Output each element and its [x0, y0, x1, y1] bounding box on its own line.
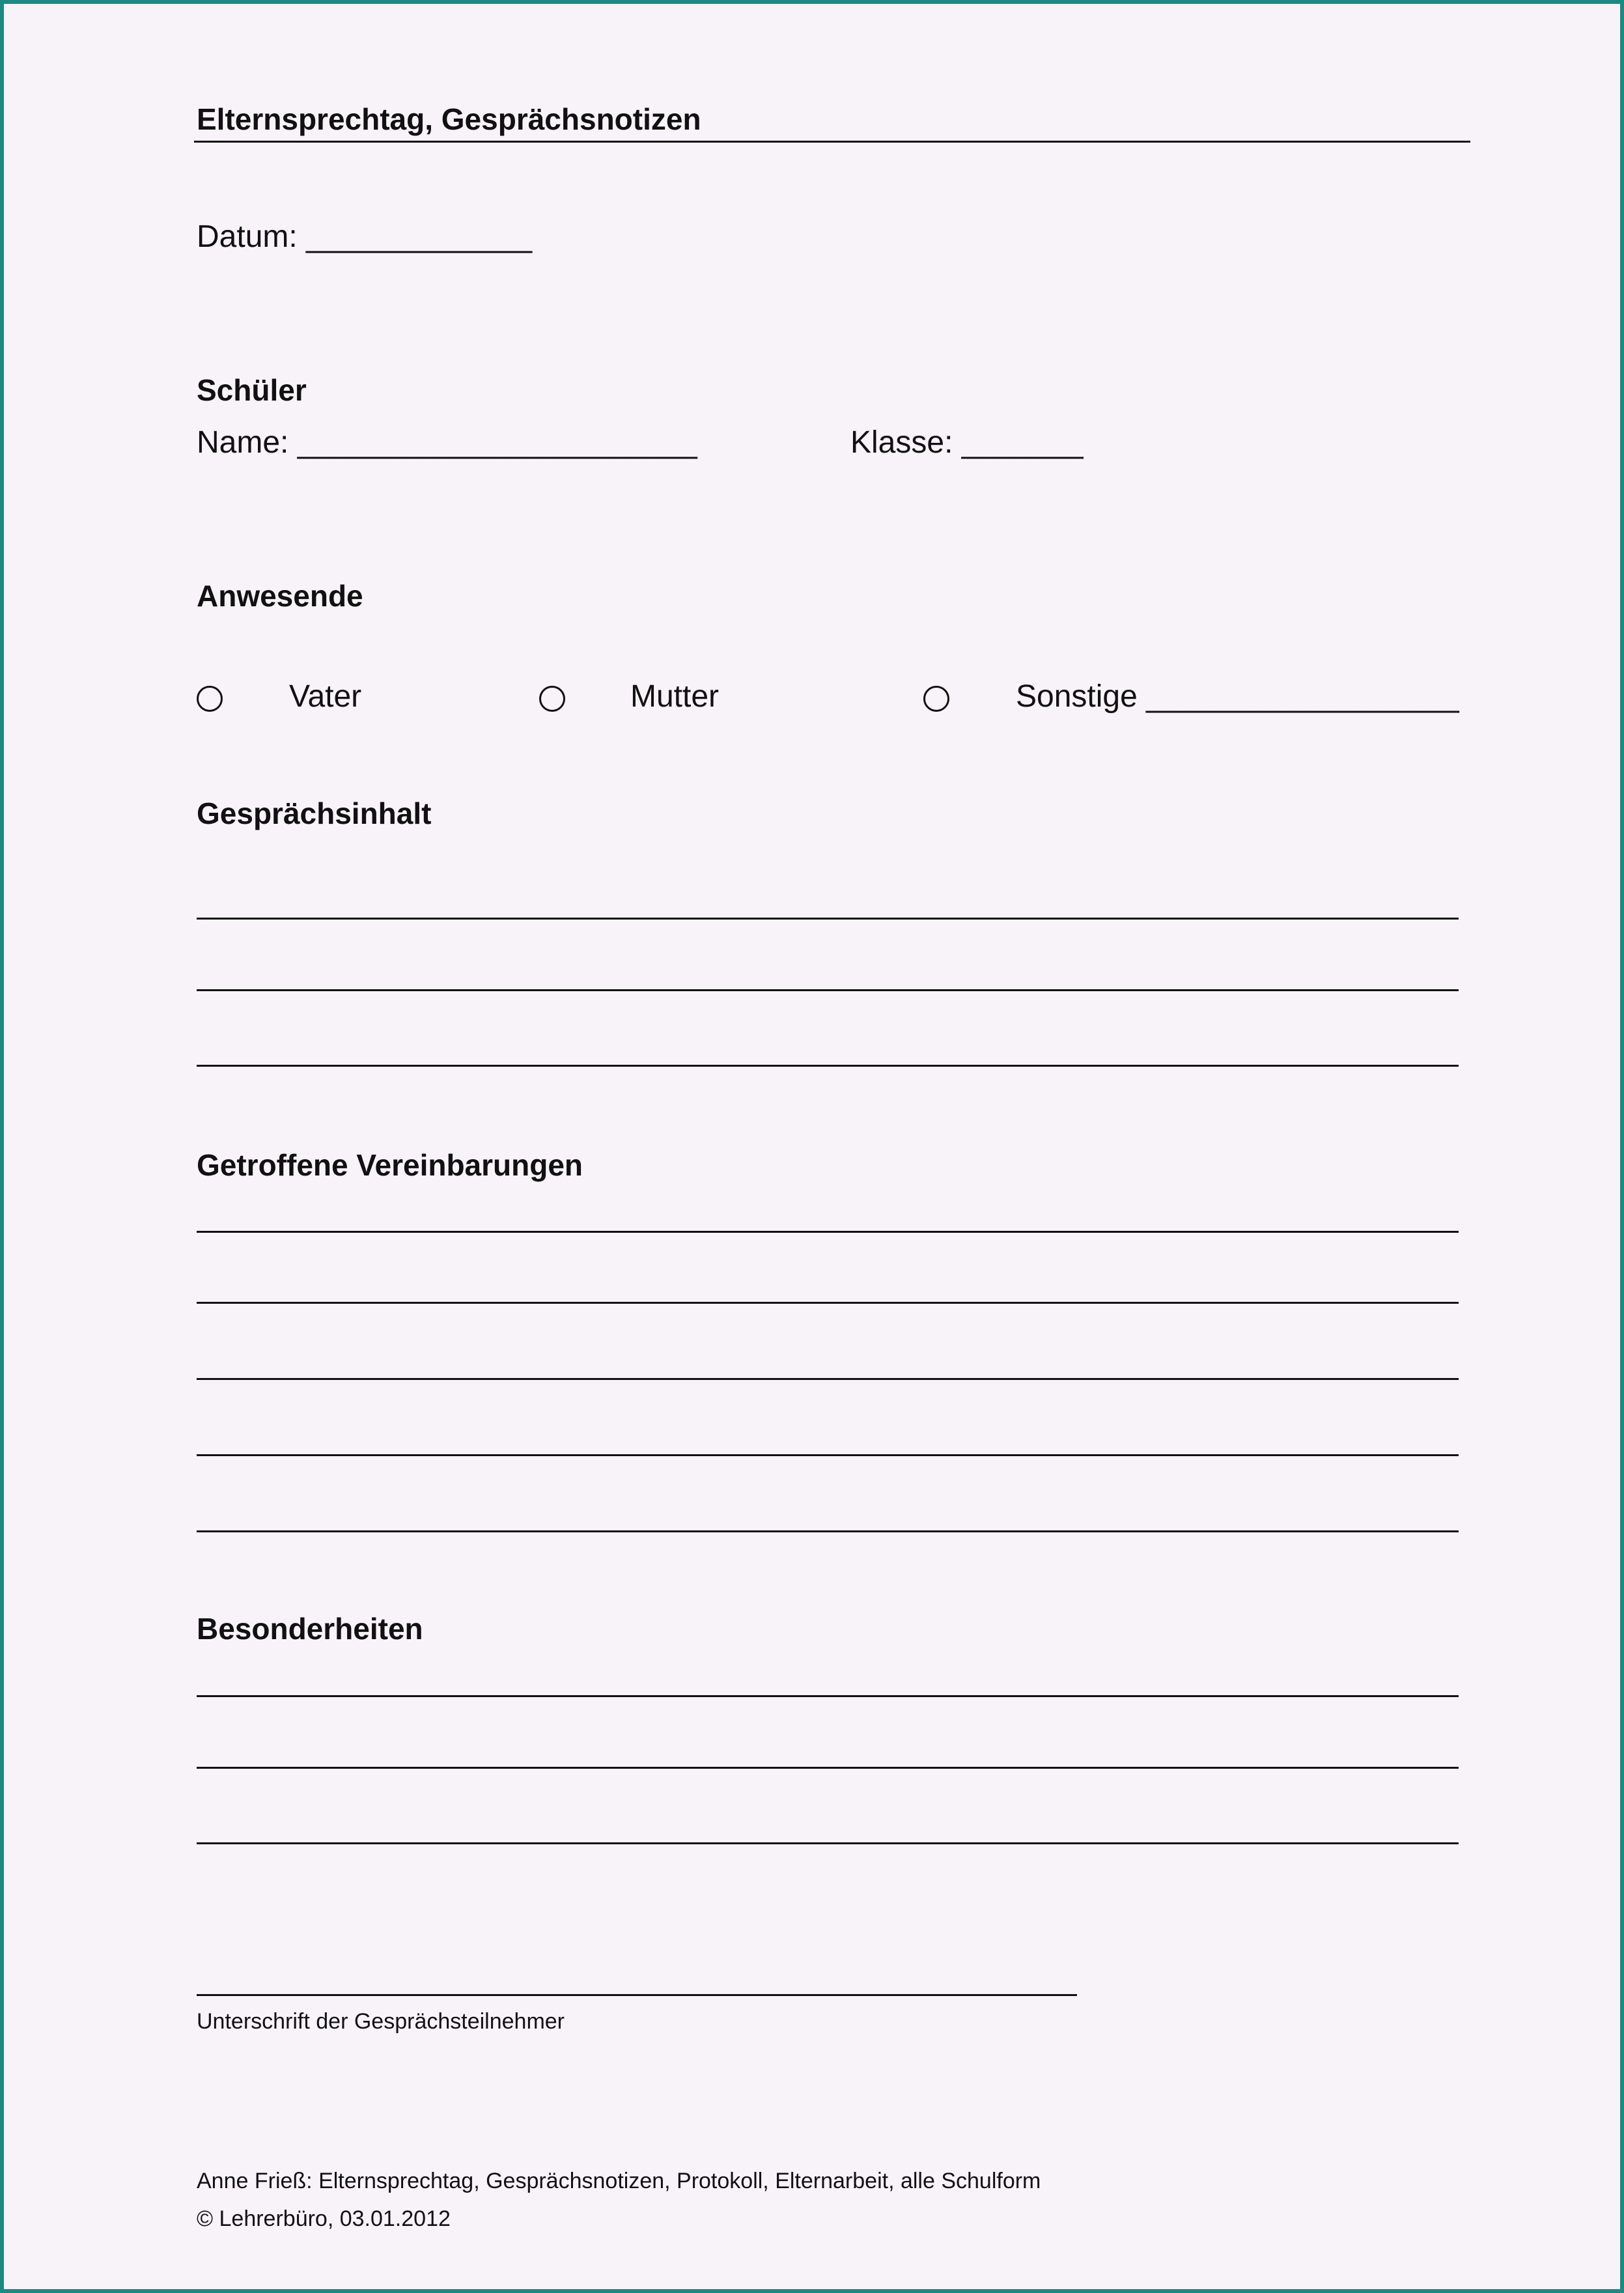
agreements-line-4[interactable] [197, 1454, 1459, 1456]
agreements-heading: Getroffene Vereinbarungen [197, 1148, 583, 1182]
special-line-1[interactable] [197, 1695, 1459, 1697]
signature-line[interactable] [197, 1994, 1077, 1996]
special-line-3[interactable] [197, 1842, 1459, 1844]
student-heading: Schüler [197, 373, 307, 407]
date-field-label[interactable]: Datum: _____________ [197, 219, 533, 254]
special-heading: Besonderheiten [197, 1612, 423, 1646]
content-line-1[interactable] [197, 918, 1459, 920]
student-class-field[interactable]: Klasse: _______ [850, 425, 1084, 460]
footer-source: Anne Frieß: Elternsprechtag, Gesprächsnotizen, Protokoll, Elternarbeit, alle Schulform [197, 2169, 1041, 2193]
content-heading: Gesprächsinhalt [197, 796, 432, 830]
agreements-line-5[interactable] [197, 1530, 1459, 1532]
option-mutter-label: Mutter [630, 679, 720, 714]
attendees-heading: Anwesende [197, 579, 363, 613]
page-title: Elternsprechtag, Gesprächsnotizen [197, 102, 701, 136]
radio-vater[interactable] [197, 686, 223, 712]
footer-copyright: © Lehrerbüro, 03.01.2012 [197, 2206, 451, 2231]
content-line-2[interactable] [197, 989, 1459, 991]
option-sonstige-label[interactable]: Sonstige __________________ [1016, 679, 1459, 714]
radio-mutter[interactable] [539, 686, 565, 712]
option-vater-label: Vater [289, 679, 362, 714]
title-underline [194, 141, 1470, 143]
special-line-2[interactable] [197, 1767, 1459, 1769]
agreements-line-3[interactable] [197, 1378, 1459, 1380]
student-name-field[interactable]: Name: _______________________ [197, 425, 697, 460]
agreements-line-1[interactable] [197, 1231, 1459, 1233]
signature-label: Unterschrift der Gesprächsteilnehmer [197, 2009, 565, 2034]
radio-sonstige[interactable] [923, 686, 949, 712]
content-line-3[interactable] [197, 1065, 1459, 1067]
agreements-line-2[interactable] [197, 1302, 1459, 1304]
